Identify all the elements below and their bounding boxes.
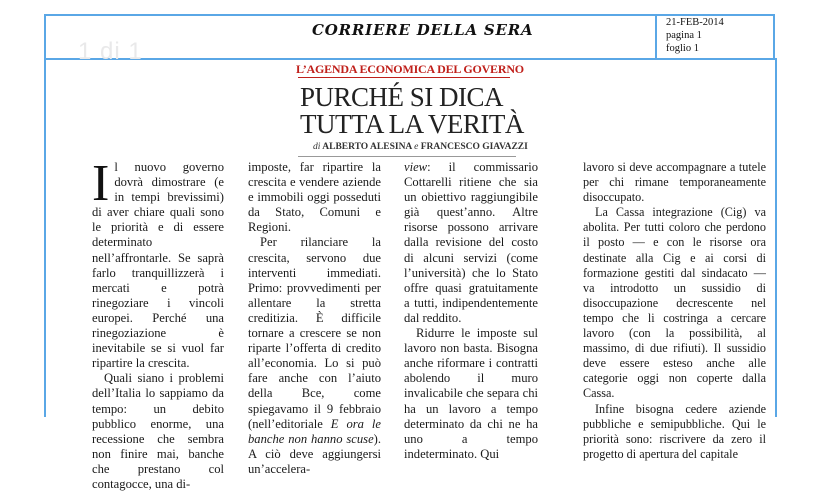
col2-paragraph-2 xyxy=(248,235,381,477)
col1-paragraph-1: l nuovo governo dovrà dimostrare (e in tempi brevissimi) di aver chiare quali sono le priorità e di essere determinato nell’affrontarle. Se saprà farlo tranquillizzerà i mercati e potrà rinegoziare i vincoli europei. Perché una rinegoziazione è inevitabile se si vuol far ripartire la crescita. xyxy=(92,160,224,371)
byline-author-1: ALBERTO ALESINA xyxy=(322,142,412,152)
col2-paragraph-2-end: ). A ciò deve aggiungersi un’accelera- xyxy=(248,431,381,476)
col3-paragraph-1 xyxy=(404,160,538,326)
col3-paragraph-2: Ridurre le imposte sul lavoro non basta. Bisogna anche riformare i contratti abolendo il muro invalicabile che separa chi ha un lavoro a tempo determinato da chi ne ha uno a tempo indeterminato. Qui xyxy=(404,326,538,461)
header-bottom-rule xyxy=(46,58,775,59)
article-byline xyxy=(313,142,528,152)
byline-di: di xyxy=(313,142,321,152)
page-watermark: 1 di 1 xyxy=(78,38,143,65)
headline-line-2: TUTTA LA VERITÀ xyxy=(300,109,524,139)
rubric-underline xyxy=(298,77,510,78)
article-headline xyxy=(300,84,524,138)
col4-paragraph-1: lavoro si deve accompagnare a tutele per chi rimane temporaneamente disoccupato. xyxy=(583,160,766,205)
col2-editorial-title: E ora le banche non hanno scuse xyxy=(248,416,381,446)
col2-paragraph-1: imposte, far ripartire la crescita e vendere aziende e immobili oggi posseduti da Stato, Comuni e Regioni. xyxy=(248,160,381,235)
byline-e: e xyxy=(414,142,419,152)
col3-paragraph-1-text: : il commissario Cottarelli ritiene che sia un obiettivo raggiungibile già quest’anno. Altre risorse possono arrivare dalla revisione del costo di alcuni servizi (come l’università) che lo Stato offre quasi gratuitamente a tutti, indipendentemente dal reddito. xyxy=(404,160,538,325)
byline-rule xyxy=(298,156,516,157)
right-frame-line xyxy=(775,58,777,417)
clipping-date: 21-FEB-2014 xyxy=(666,17,724,28)
article-column-1 xyxy=(92,155,224,492)
clipping-meta xyxy=(666,16,724,55)
headline-line-1: PURCHÉ SI DICA xyxy=(300,82,504,112)
article-column-2 xyxy=(248,160,381,477)
drop-cap: I xyxy=(92,155,110,212)
col2-paragraph-2-text: Per rilanciare la crescita, servono due interventi immediati. Primo: provvedimenti per allentare la stretta creditizia. È difficile tornare a crescere se non riparte l’offerta di credito all’economia. Lo si può fare anche con l’aiuto della Bce, come spiegavamo il 9 febbraio (nell’editoriale xyxy=(248,235,381,431)
col3-italic-word: view xyxy=(404,160,428,174)
clipping-sheet: foglio 1 xyxy=(666,43,699,54)
col4-paragraph-2: La Cassa integrazione (Cig) va abolita. Per tutti coloro che perdono il posto — e con le risorse ora destinate alla Cig e ai corsi di formazione gestiti dal sindacato — va introdotto un sussidio di disoccupazione decrescente nel tempo che li costringa a cercare lavoro (con la possibilità, al massimo, di due rifiuti). Il sussidio deve essere esteso anche alle categorie oggi non coperte dalla Cassa. xyxy=(583,205,766,401)
col4-paragraph-3: Infine bisogna cedere aziende pubbliche e semipubbliche. Qui le priorità sono: riscrivere da zero il progetto di apertura del capitale xyxy=(583,401,766,461)
article-rubric: L’AGENDA ECONOMICA DEL GOVERNO xyxy=(296,62,524,76)
left-frame-line xyxy=(44,58,46,417)
clipping-page: pagina 1 xyxy=(666,30,702,41)
header-divider xyxy=(655,14,657,60)
col1-paragraph-2: Quali siano i problemi dell’Italia lo sappiamo da tempo: un debito pubblico enorme, una recessione che sembra non finire mai, banche che prestano col contagocce, una di- xyxy=(92,371,224,491)
newspaper-masthead: CORRIERE DELLA SERA xyxy=(312,21,534,39)
byline-author-2: FRANCESCO GIAVAZZI xyxy=(420,142,528,152)
